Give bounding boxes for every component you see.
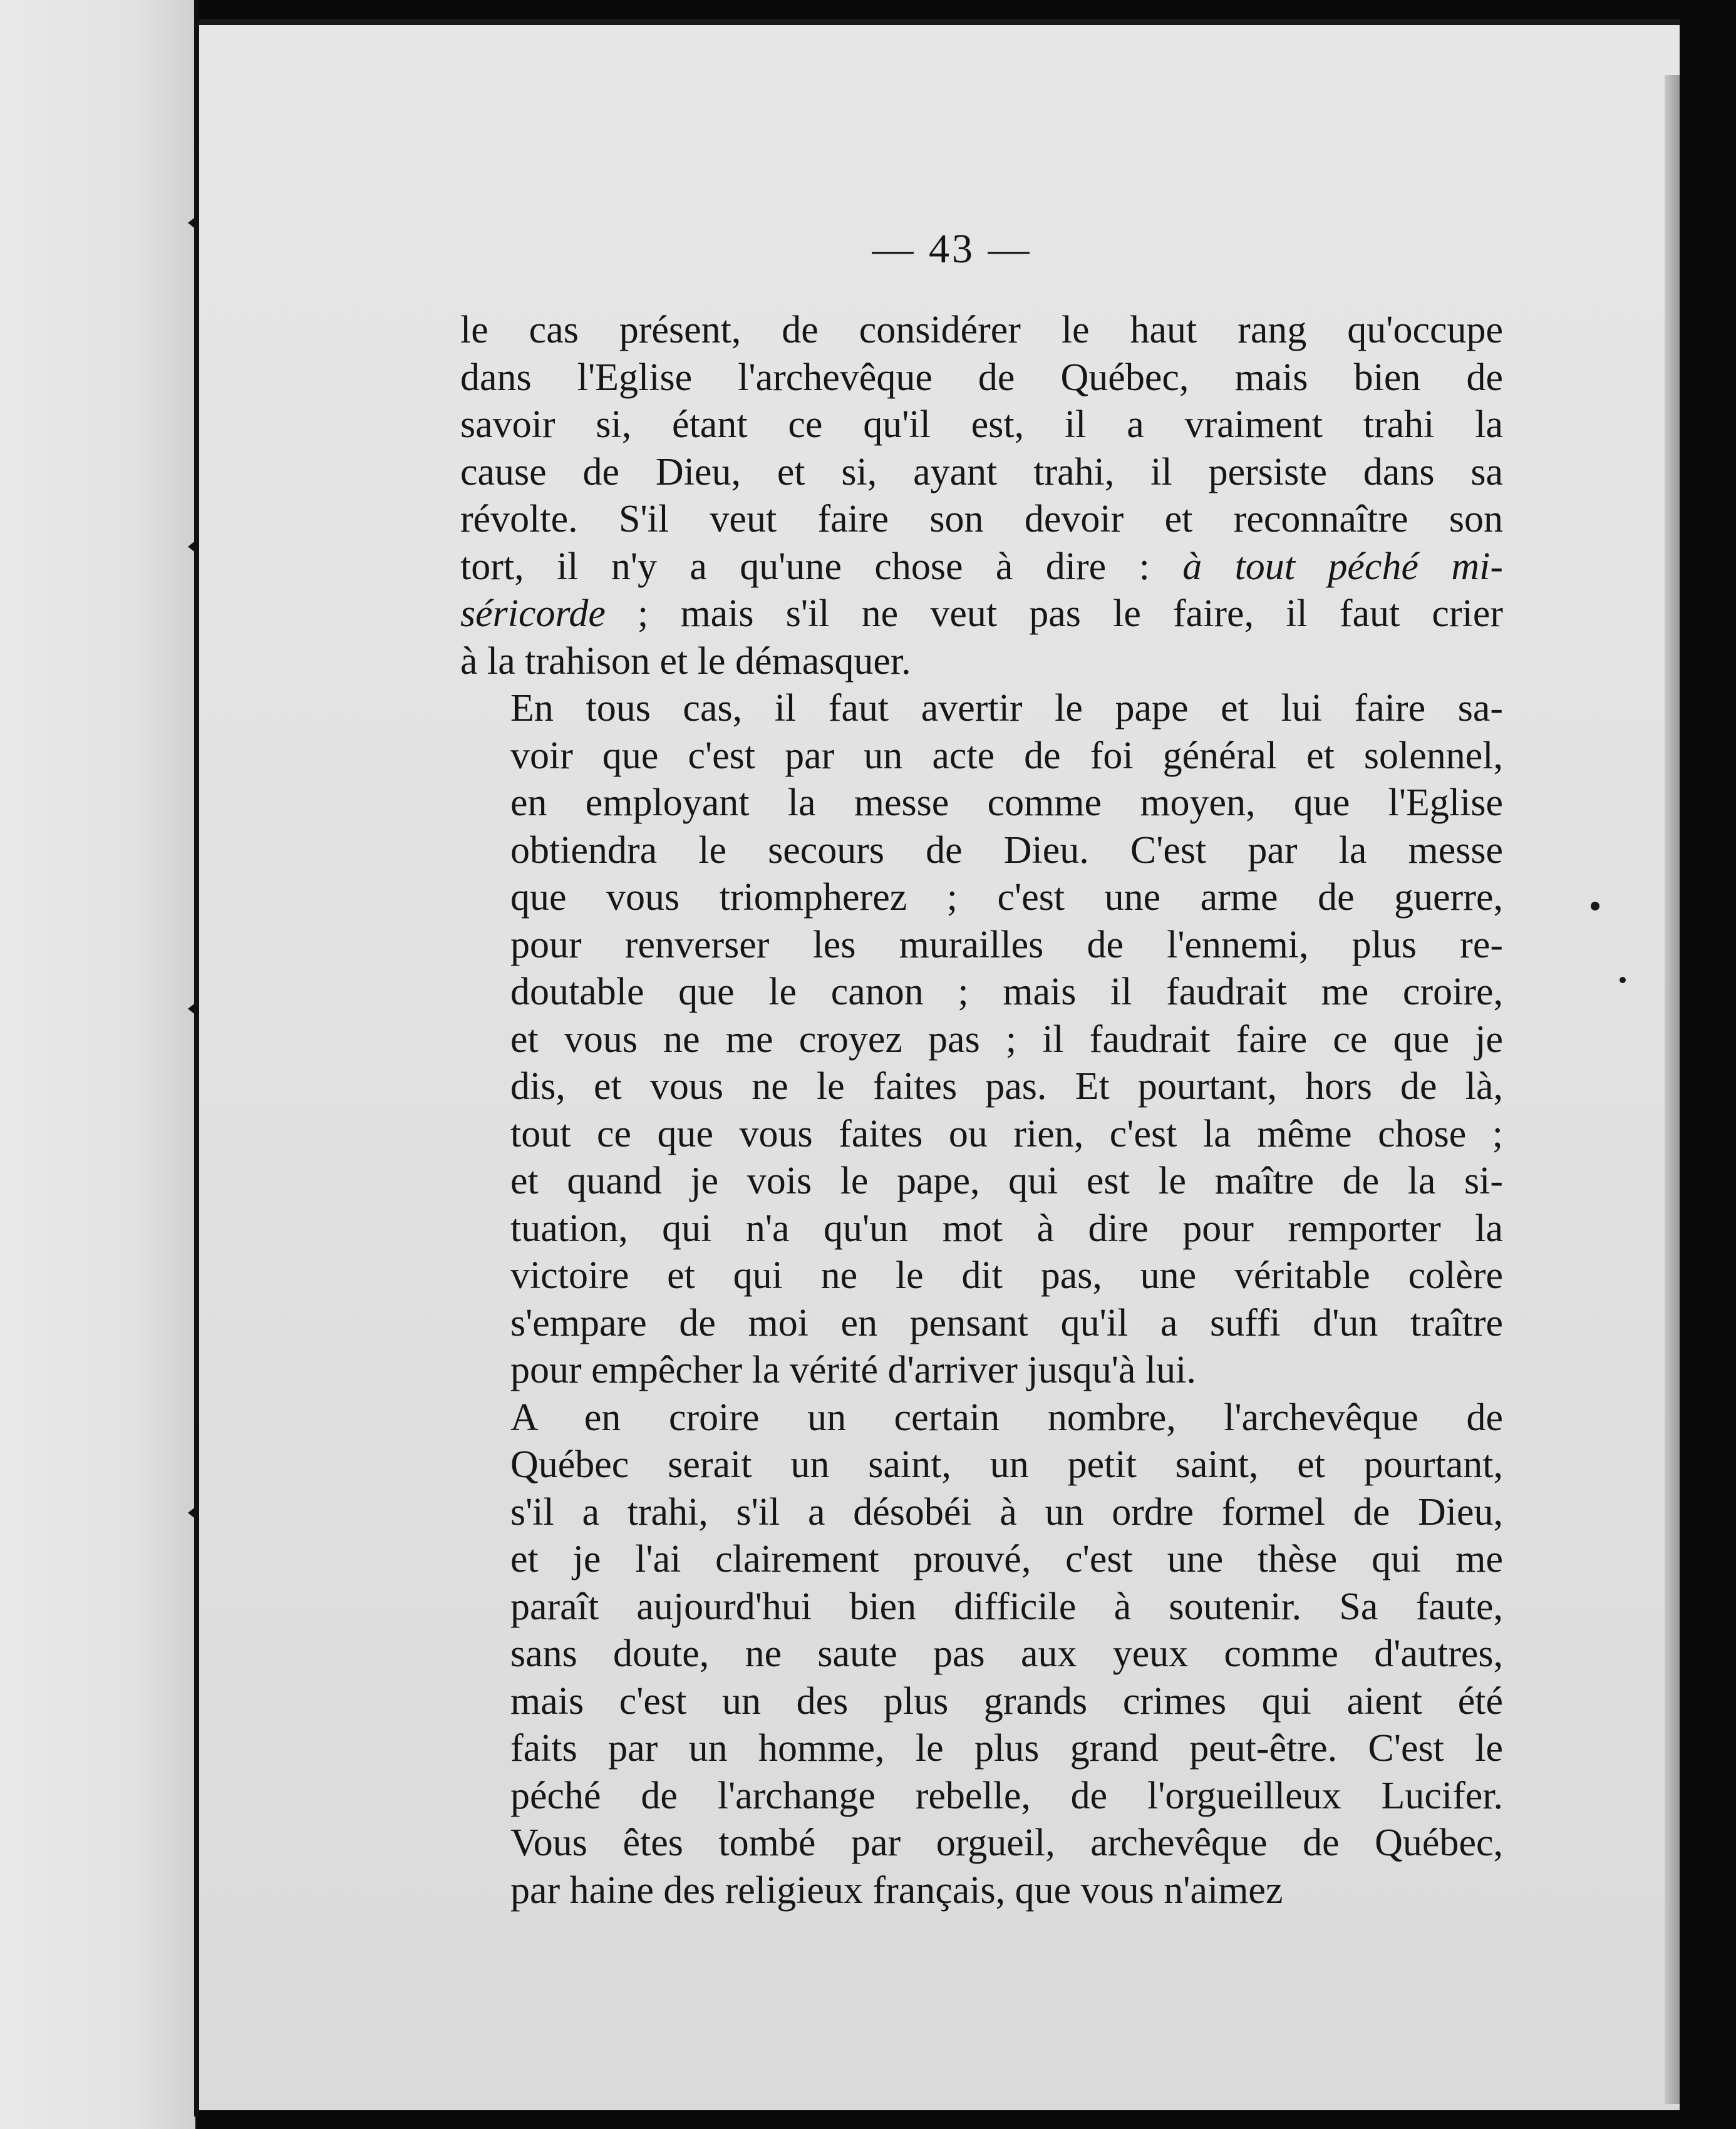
text-line: en employant la messe comme moyen, que l'Eglise (510, 781, 1503, 824)
previous-page-margin (0, 0, 195, 2129)
text-line: victoire et qui ne le dit pas, une véritable colère (510, 1254, 1503, 1297)
italic-phrase: séricorde (460, 592, 606, 635)
italic-phrase: à tout péché mi- (1182, 545, 1503, 588)
text-line: sans doute, ne saute pas aux yeux comme d'autres, (510, 1632, 1503, 1675)
text-line: par haine des religieux français, que vous n'aimez (510, 1869, 1283, 1912)
text-line: s'empare de moi en pensant qu'il a suffi d'un traître (510, 1301, 1503, 1344)
text-line: pour renverser les murailles de l'ennemi, plus re- (510, 923, 1503, 966)
text-line: le cas présent, de considérer le haut rang qu'occupe (460, 309, 1503, 351)
page-fold (194, 0, 199, 2116)
text-line: que vous triompherez ; c'est une arme de guerre, (510, 876, 1503, 919)
ink-speck (1620, 977, 1626, 983)
text-line: paraît aujourd'hui bien difficile à soutenir. Sa faute, (510, 1585, 1503, 1628)
text-line: mais c'est un des plus grands crimes qui aient été (510, 1679, 1503, 1723)
text-line: dis, et vous ne le faites pas. Et pourtant, hors de là, (510, 1065, 1503, 1108)
text-line: tout ce que vous faites ou rien, c'est la même chose ; (510, 1112, 1503, 1155)
text-line: séricorde ; mais s'il ne veut pas le faire, il faut crier (460, 592, 1503, 635)
text-line: cause de Dieu, et si, ayant trahi, il persiste dans sa (460, 450, 1503, 493)
text-line: Québec serait un saint, un petit saint, et pourtant, (510, 1443, 1503, 1486)
text-line: s'il a trahi, s'il a désobéi à un ordre formel de Dieu, (510, 1490, 1503, 1534)
ink-speck (1591, 902, 1599, 910)
text-line: voir que c'est par un acte de foi général et solennel, (510, 734, 1503, 777)
text-line: et vous ne me croyez pas ; il faudrait faire ce que je (510, 1018, 1503, 1061)
text-line: tuation, qui n'a qu'un mot à dire pour remporter la (510, 1207, 1503, 1250)
text-line: dans l'Eglise l'archevêque de Québec, mais bien de (460, 356, 1503, 399)
text-line: savoir si, étant ce qu'il est, il a vraiment trahi la (460, 403, 1503, 446)
text-line: pour empêcher la vérité d'arriver jusqu'à lui. (510, 1349, 1196, 1391)
paragraph (460, 685, 1503, 1394)
text-line: doutable que le canon ; mais il faudrait me croire, (510, 971, 1503, 1013)
text-line: obtiendra le secours de Dieu. C'est par la messe (510, 828, 1503, 872)
text-line: révolte. S'il veut faire son devoir et reconnaître son (460, 498, 1503, 540)
page-number: — 43 — (872, 226, 1032, 272)
text-line: faits par un homme, le plus grand peut-être. C'est le (510, 1727, 1503, 1770)
text-line: En tous cas, il faut avertir le pape et lui faire sa- (510, 687, 1503, 729)
text-line: à la trahison et le démasquer. (460, 639, 911, 683)
body-text (460, 307, 1503, 1914)
page-edge-shadow (1665, 75, 1680, 2104)
text-line: et quand je vois le pape, qui est le maître de la si- (510, 1160, 1503, 1202)
text-line: Vous êtes tombé par orgueil, archevêque de Québec, (510, 1822, 1503, 1864)
text-line: péché de l'archange rebelle, de l'orgueilleux Lucifer. (510, 1774, 1503, 1817)
paragraph (460, 1394, 1503, 1915)
paragraph (460, 307, 1503, 685)
text-line: A en croire un certain nombre, l'archevêque de (510, 1396, 1503, 1439)
text-line: tort, il n'y a qu'une chose à dire : à tout péché mi- (460, 545, 1503, 588)
text-line: et je l'ai clairement prouvé, c'est une thèse qui me (510, 1538, 1503, 1580)
